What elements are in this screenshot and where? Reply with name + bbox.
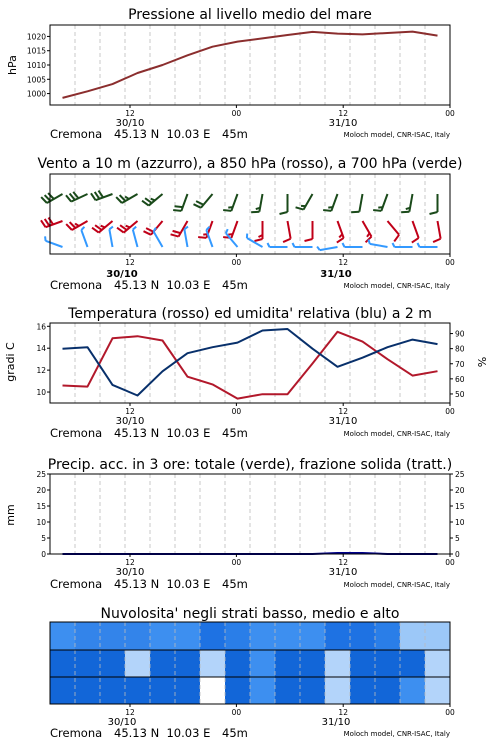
wind-barb: [268, 243, 288, 247]
wind-x-tick-label: 00: [445, 258, 455, 267]
wind-barb-feather: [251, 212, 259, 213]
humidity-y-tick-label: 80: [455, 344, 465, 354]
wind-x-tick-label: 00: [231, 258, 242, 267]
wind-barb: [109, 227, 113, 247]
wind-barb-shaft: [381, 194, 387, 211]
wind-barb-shaft: [206, 230, 212, 247]
cloud-cell-alto: [275, 622, 300, 650]
cloud-cell-medio: [175, 650, 200, 677]
wind-barb-shaft: [149, 194, 163, 206]
wind-barb-feather: [401, 212, 409, 213]
cloud-x-tick-label: 00: [231, 708, 242, 717]
wind-grid: [75, 174, 425, 254]
pressure-credit: Moloch model, CNR-ISAC, Italy: [343, 131, 450, 139]
wind-barb-shaft: [359, 194, 362, 212]
precip-title: Precip. acc. in 3 ore: totale (verde), frazione solida (tratt.): [47, 457, 453, 473]
pressure-coords: 45.13 N 10.03 E: [114, 127, 211, 141]
wind-barb: [337, 221, 344, 243]
wind-barb: [66, 192, 88, 202]
cloud-cell-basso: [200, 677, 225, 704]
wind-barb-feather: [133, 227, 136, 230]
wind-barb: [412, 221, 419, 243]
wind-barb: [296, 194, 313, 210]
wind-day-label-1: 30/10: [106, 269, 138, 280]
cloud-cell-medio: [50, 650, 75, 677]
wind-barb-feather: [296, 207, 304, 209]
cloud-coords: 45.13 N 10.03 E: [114, 726, 211, 740]
cloud-cell-basso: [175, 677, 200, 704]
wind-barb-feather: [73, 192, 78, 198]
cloud-x-tick-label: 00: [445, 708, 455, 717]
wind-title: Vento a 10 m (azzurro), a 850 hPa (rosso), a 700 hPa (verde): [37, 156, 463, 172]
cloud-station: Cremona: [50, 726, 103, 740]
wind-barb-shaft: [81, 230, 87, 247]
wind-barb-feather: [154, 228, 156, 232]
wind-barb-feather: [226, 229, 228, 233]
humidity-y-tick-label: 70: [455, 359, 465, 369]
cloud-cell-medio: [125, 650, 150, 677]
precip-panel: [4, 457, 465, 591]
wind-barb-feather: [378, 207, 382, 208]
pressure-y-tick-label: 1005: [26, 75, 46, 85]
wind-barb-feather: [323, 210, 331, 211]
wind-barb: [41, 218, 63, 228]
wind-barb: [388, 221, 400, 241]
wind-barb: [142, 194, 162, 206]
precip-day-label-1: 30/10: [115, 567, 145, 578]
wind-barb: [305, 221, 313, 241]
wind-barb-feather: [75, 224, 79, 226]
humidity-y-tick-label: 60: [455, 374, 465, 384]
wind-barb-shaft: [201, 194, 213, 208]
temperature-x-tick-label: 12: [338, 407, 348, 416]
cloud-day-label-1: 30/10: [107, 717, 137, 728]
cloud-cell-basso: [275, 677, 300, 704]
cloud-cell-alto: [150, 622, 175, 650]
wind-barb-shaft: [388, 221, 400, 235]
wind-barb-feather: [198, 237, 206, 238]
cloud-cell-alto: [375, 622, 400, 650]
cloud-x-ticks: [125, 704, 455, 717]
pressure-y-tick-label: 1010: [26, 61, 46, 70]
precip-y-ticks: [36, 470, 50, 559]
wind-barb-shaft: [133, 230, 138, 247]
cloud-cell-medio: [400, 650, 425, 677]
cloud-x-tick-label: 12: [125, 708, 135, 717]
temperature-x-ticks: [125, 403, 455, 416]
cloud-day-label-2: 31/10: [321, 717, 351, 728]
pressure-x-tick-label: 12: [338, 109, 348, 118]
temperature-y-tick-label: 16: [36, 322, 46, 332]
wind-x-tick-label: 12: [338, 258, 348, 267]
wind-barb-shaft: [181, 194, 187, 211]
wind-barb-feather: [433, 239, 441, 242]
wind-barb-feather: [223, 210, 231, 211]
pressure-x-tick-label: 00: [231, 109, 242, 118]
cloud-cell-alto: [250, 622, 275, 650]
wind-barb-feather: [339, 234, 342, 237]
wind-barb-shaft: [370, 244, 388, 247]
wind-barb-feather: [268, 243, 270, 247]
wind-barb-feather: [95, 192, 100, 199]
cloud-cell-medio: [200, 650, 225, 677]
wind-barb-feather: [45, 219, 50, 226]
cloud-credit: Moloch model, CNR-ISAC, Italy: [343, 730, 450, 738]
cloud-cell-medio: [225, 650, 250, 677]
wind-barb-feather: [101, 226, 105, 228]
temperature-y-tick-label: 10: [36, 388, 46, 398]
precip-x-ticks: [125, 554, 455, 567]
wind-barb: [393, 243, 413, 247]
cloud-cell-alto: [100, 622, 125, 650]
wind-barb-feather: [328, 207, 332, 208]
pressure-ylabel: hPa: [6, 55, 19, 75]
wind-barb-feather: [228, 207, 232, 208]
wind-barb: [154, 228, 163, 247]
cloud-cell-medio: [75, 650, 100, 677]
temperature-x-tick-label: 00: [445, 407, 455, 416]
wind-barb-shaft: [320, 247, 338, 250]
wind-barb-feather: [228, 234, 232, 235]
wind-barb-feather: [343, 243, 345, 247]
cloud-cell-alto: [325, 622, 350, 650]
wind-barb-feather: [151, 199, 155, 201]
precip-y-tick-label: 0: [41, 550, 46, 559]
wind-barb: [184, 227, 188, 247]
cloud-cell-alto: [350, 622, 375, 650]
precip-y2-tick-label: 0: [455, 550, 460, 559]
precip-grid: [75, 474, 425, 554]
wind-plot-frame: [50, 174, 450, 254]
temperature-title: Temperatura (rosso) ed umidita' relativa (blu) a 2 m: [68, 306, 432, 322]
precip-y-tick-label: 15: [36, 502, 46, 511]
wind-credit: Moloch model, CNR-ISAC, Italy: [343, 282, 450, 290]
wind-barb-feather: [70, 194, 75, 200]
temperature-panel: [4, 306, 489, 440]
precip-y-tick-label: 25: [36, 470, 46, 479]
cloud-cell-medio: [350, 650, 375, 677]
wind-barb-feather: [117, 228, 124, 233]
wind-barb-feather: [173, 210, 181, 211]
wind-barb: [45, 236, 62, 247]
precip-elevation: 45m: [222, 577, 248, 591]
wind-barb-feather: [175, 206, 183, 207]
wind-barb: [133, 227, 138, 247]
wind-barb-shaft: [259, 194, 262, 212]
wind-barb-feather: [41, 220, 46, 227]
wind-barb: [418, 243, 438, 247]
cloud-cell-alto: [225, 622, 250, 650]
precip-y-tick-label: 10: [36, 518, 46, 527]
precip-x-tick-label: 00: [445, 558, 455, 567]
wind-barb: [351, 194, 362, 212]
cloud-cell-basso: [425, 677, 450, 704]
precip-station: Cremona: [50, 577, 103, 591]
wind-barb-feather: [81, 227, 84, 230]
pressure-x-tick-label: 12: [125, 109, 135, 118]
cloud-cell-basso: [325, 677, 350, 704]
cloud-title: Nuvolosita' negli strati basso, medio e alto: [100, 606, 400, 622]
temperature-x-tick-label: 00: [231, 407, 242, 416]
wind-barb-shaft: [288, 221, 291, 239]
wind-barb: [66, 221, 87, 230]
cloud-cell-basso: [150, 677, 175, 704]
cloud-cell-basso: [75, 677, 100, 704]
cloud-cell-basso: [250, 677, 275, 704]
wind-barb-feather: [171, 234, 179, 236]
temperature-x-tick-label: 12: [125, 407, 135, 416]
cloud-cell-medio: [425, 650, 450, 677]
wind-barb-feather: [393, 243, 395, 247]
wind-barbs: [41, 191, 441, 251]
cloud-cell-alto: [400, 622, 425, 650]
wind-barb-feather: [98, 191, 103, 198]
temperature-day-label-2: 31/10: [328, 416, 358, 427]
cloud-cell-medio: [375, 650, 400, 677]
humidity-ylabel: %: [476, 356, 489, 368]
precip-y2-tick-label: 15: [455, 502, 465, 511]
cloud-cell-basso: [100, 677, 125, 704]
wind-barb: [343, 243, 363, 247]
cloud-cell-basso: [225, 677, 250, 704]
wind-barb-shaft: [413, 221, 419, 238]
wind-barb-feather: [337, 238, 344, 243]
wind-barb: [363, 221, 372, 242]
precip-ylabel: mm: [4, 504, 17, 526]
pressure-plot-frame: [50, 25, 450, 105]
wind-barb: [144, 221, 163, 235]
cloud-cell-medio: [250, 650, 275, 677]
wind-barb-feather: [317, 247, 320, 251]
cloud-cell-basso: [50, 677, 75, 704]
temperature-plot-frame: [50, 323, 450, 403]
pressure-grid: [75, 25, 425, 105]
wind-barb: [91, 191, 113, 201]
precip-credit: Moloch model, CNR-ISAC, Italy: [343, 581, 450, 589]
cloud-cell-alto: [50, 622, 75, 650]
wind-barb-feather: [45, 236, 46, 240]
wind-barb: [430, 194, 438, 214]
temperature-coords: 45.13 N 10.03 E: [114, 426, 211, 440]
wind-barb-feather: [280, 212, 288, 214]
pressure-day-label-1: 30/10: [115, 118, 145, 129]
wind-barb-shaft: [409, 194, 412, 212]
cloud-cell-alto: [125, 622, 150, 650]
wind-barb: [81, 227, 87, 247]
precip-y-tick-label: 5: [41, 534, 46, 543]
cloud-panel: [50, 606, 455, 740]
temperature-y-tick-label: 12: [36, 366, 46, 376]
cloud-cell-basso: [400, 677, 425, 704]
cloud-cell-basso: [350, 677, 375, 704]
precip-y2-tick-label: 20: [455, 486, 465, 495]
precip-x-tick-label: 00: [231, 558, 242, 567]
cloud-cell-alto: [300, 622, 325, 650]
wind-barb-feather: [394, 235, 399, 242]
wind-barb-feather: [367, 233, 369, 237]
precip-y2-tick-label: 5: [455, 534, 460, 543]
wind-barb: [317, 247, 337, 251]
cloud-cell-medio: [275, 650, 300, 677]
pressure-panel: [6, 7, 455, 141]
precip-y-ticks-right: [450, 470, 465, 559]
wind-barb-feather: [66, 195, 71, 201]
wind-barb: [293, 243, 313, 247]
wind-barb: [401, 194, 412, 212]
wind-barb-shaft: [231, 221, 237, 238]
pressure-y-tick-label: 1000: [26, 89, 46, 99]
precip-coords: 45.13 N 10.03 E: [114, 577, 211, 591]
wind-barb-feather: [92, 228, 99, 233]
precip-x-tick-label: 12: [338, 558, 348, 567]
cloud-cell-medio: [100, 650, 125, 677]
cloud-cell-medio: [300, 650, 325, 677]
cloud-cell-medio: [325, 650, 350, 677]
precip-y2-tick-label: 10: [455, 518, 465, 527]
wind-station: Cremona: [50, 278, 103, 292]
pressure-x-tick-label: 00: [445, 109, 455, 118]
wind-barb: [255, 221, 263, 241]
wind-barb-feather: [351, 212, 359, 213]
wind-barb: [194, 194, 213, 208]
temperature-day-label-1: 30/10: [115, 416, 145, 427]
wind-barb: [41, 193, 62, 203]
wind-panel: [37, 156, 462, 292]
wind-barb: [251, 194, 262, 212]
wind-barb: [283, 221, 291, 242]
wind-x-ticks: [125, 254, 455, 267]
pressure-station: Cremona: [50, 127, 103, 141]
wind-barb-feather: [109, 227, 113, 230]
wind-barb-shaft: [363, 221, 372, 237]
wind-barb-feather: [126, 226, 130, 228]
wind-barb-feather: [142, 201, 149, 206]
wind-barb-feather: [373, 210, 381, 211]
wind-barb-feather: [412, 238, 419, 243]
wind-barb-feather: [255, 239, 263, 241]
humidity-y-ticks: [450, 330, 465, 399]
cloud-cell-alto: [75, 622, 100, 650]
wind-barb-feather: [283, 239, 291, 242]
wind-barb-feather: [293, 243, 295, 247]
pressure-y-tick-label: 1015: [26, 46, 46, 56]
cloud-elevation: 45m: [222, 726, 248, 740]
wind-barb-feather: [125, 197, 129, 199]
cloud-cell-basso: [300, 677, 325, 704]
wind-barb-shaft: [304, 194, 313, 210]
wind-barb: [433, 221, 441, 242]
wind-barb-feather: [430, 212, 438, 214]
pressure-day-label-2: 31/10: [328, 118, 358, 129]
wind-day-label-2: 31/10: [320, 269, 352, 280]
wind-barb-feather: [368, 240, 369, 244]
cloud-cell-alto: [425, 622, 450, 650]
wind-elevation: 45m: [222, 278, 248, 292]
wind-barb-shaft: [438, 221, 441, 239]
wind-barb-shaft: [151, 221, 163, 235]
wind-barb-shaft: [46, 241, 63, 247]
precip-y2-tick-label: 25: [455, 470, 465, 479]
wind-coords: 45.13 N 10.03 E: [114, 278, 211, 292]
humidity-y-tick-label: 90: [455, 329, 465, 339]
wind-barb: [116, 194, 137, 203]
cloud-cell-alto: [200, 622, 225, 650]
temperature-ylabel: gradi C: [4, 342, 17, 382]
temperature-y-ticks: [36, 322, 50, 397]
wind-barb-feather: [48, 218, 53, 225]
wind-barb: [280, 194, 288, 214]
cloud-cell-medio: [150, 650, 175, 677]
pressure-elevation: 45m: [222, 127, 248, 141]
wind-x-tick-label: 12: [125, 258, 135, 267]
precip-day-label-2: 31/10: [328, 567, 358, 578]
temperature-y-tick-label: 14: [36, 344, 46, 354]
wind-barb-shaft: [109, 229, 112, 247]
wind-barb-feather: [418, 243, 420, 247]
wind-barb-feather: [305, 239, 313, 241]
cloud-cell-basso: [375, 677, 400, 704]
wind-barb-shaft: [331, 194, 337, 211]
wind-barb-shaft: [184, 229, 187, 247]
precip-plot-frame: [50, 474, 450, 554]
wind-barb-feather: [91, 193, 96, 200]
wind-barb-shaft: [231, 194, 237, 211]
wind-barb: [368, 240, 387, 247]
temperature-elevation: 45m: [222, 426, 248, 440]
temperature-station: Cremona: [50, 426, 103, 440]
wind-barb-shaft: [154, 231, 163, 247]
wind-barb-feather: [173, 231, 181, 233]
temperature-credit: Moloch model, CNR-ISAC, Italy: [343, 430, 450, 438]
pressure-x-ticks: [125, 105, 455, 118]
cloud-cells: [50, 622, 450, 704]
wind-barb-feather: [406, 208, 410, 209]
cloud-x-tick-label: 12: [338, 708, 348, 717]
pressure-y-ticks: [27, 32, 50, 98]
pressure-title: Pressione al livello medio del mare: [128, 7, 372, 23]
precip-x-tick-label: 12: [125, 558, 135, 567]
humidity-y-tick-label: 50: [455, 389, 465, 399]
wind-barb: [117, 221, 137, 233]
wind-barb-feather: [256, 208, 260, 209]
cloud-cell-basso: [125, 677, 150, 704]
cloud-cell-alto: [175, 622, 200, 650]
precip-y-tick-label: 20: [36, 486, 46, 495]
pressure-y-tick-label: 1020: [26, 32, 46, 42]
